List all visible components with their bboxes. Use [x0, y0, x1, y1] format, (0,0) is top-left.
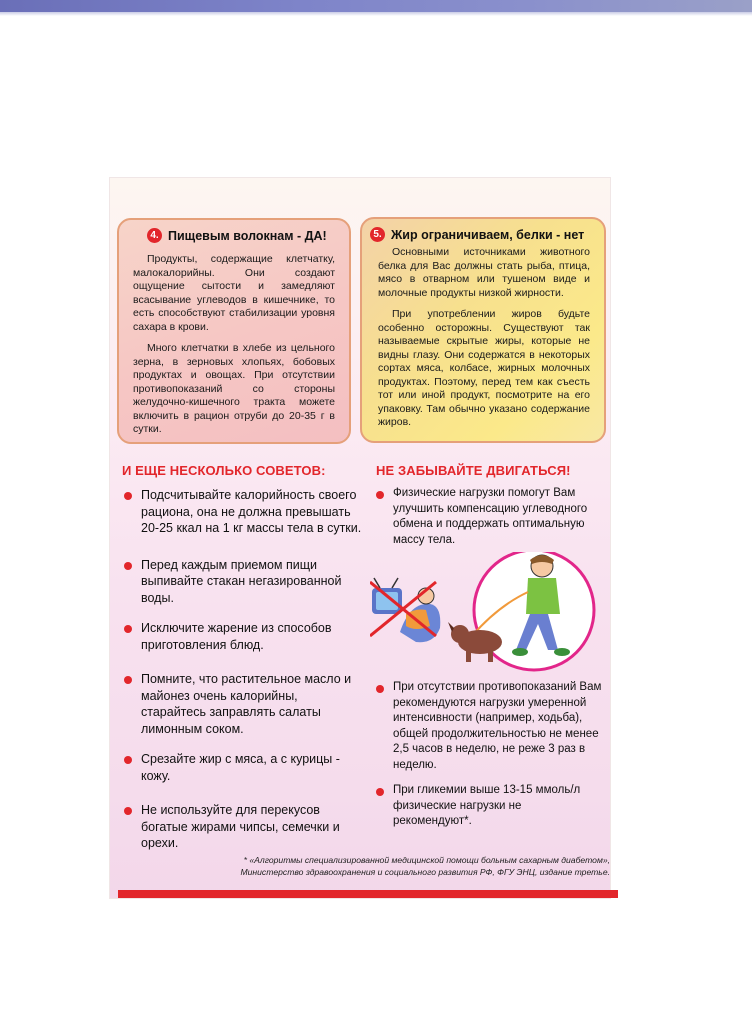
footnote — [120, 854, 610, 878]
fiber-box-header — [119, 220, 349, 247]
exercise-intro — [376, 486, 602, 558]
list-item: Срезайте жир с мяса, а с курицы - кожу. — [124, 751, 362, 784]
list-item: При отсутствии противопоказаний Вам рекомендуются нагрузки умеренной интенсивности (например, ходьба), общей продолжительностью не менее 2,5 часов в неделю, не реже 3 раз в неделю. — [376, 680, 602, 773]
fiber-paragraph: Много клетчатки в хлебе из цельного зерна, в зерновых хлопьях, бобовых продуктах и овощах. При отсутствии противопоказаний со стороны желудочно-кишечного тракта можете включить в рацион отруби до 20-35 г в сутки. — [133, 342, 335, 435]
scan-top-edge — [0, 0, 752, 12]
walking-man-dog-icon — [448, 552, 594, 670]
fat-box-title: Жир ограничиваем, белки - нет — [391, 227, 585, 242]
tips-list — [124, 487, 362, 866]
list-item: Не используйте для перекусов богатые жирами чипсы, семечки и орехи. — [124, 802, 362, 852]
list-item: Исключите жарение из способов приготовления блюд. — [124, 620, 362, 653]
list-item: Перед каждым приемом пищи выпивайте стакан негазированной воды. — [124, 557, 362, 607]
exercise-section-title: НЕ ЗАБЫВАЙТЕ ДВИГАТЬСЯ! — [376, 463, 571, 478]
fat-paragraph: При употреблении жиров будьте особенно осторожны. Существуют так называемые скрытые жиры, которые не видны глазу. Они содержатся в некоторых сортах мяса, колбасе, жирных молочных продуктах. Поэтому, перед тем как съесть тот или иной продукт, посмотрите на его упаковку. Там обычно указано содержание жиров. — [378, 308, 590, 428]
number-badge-4: 4. — [147, 228, 162, 243]
fiber-paragraph: Продукты, содержащие клетчатку, малокалорийны. Они создают ощущение сытости и замедляют всасывание углеводов в кишечнике, то есть способствуют стабилизации уровня сахара в крови. — [133, 253, 335, 333]
fiber-info-box — [117, 218, 351, 444]
tips-section-title: И ЕЩЕ НЕСКОЛЬКО СОВЕТОВ: — [122, 463, 326, 478]
fiber-box-title: Пищевым волокнам - ДА! — [168, 228, 327, 243]
fiber-box-body — [119, 247, 349, 437]
fat-box-body — [362, 246, 604, 430]
list-item: Помните, что растительное масло и майонез очень калорийны, старайтесь заправлять салаты лимонным соком. — [124, 671, 362, 737]
leaflet-bottom-stripe — [118, 890, 618, 898]
number-badge-5: 5. — [370, 227, 385, 242]
fat-paragraph: Основными источниками животного белка для Вас должны стать рыба, птица, мясо в отварном или тушеном виде и молочные продукты низкой жирности. — [378, 246, 590, 299]
exercise-recommendations — [376, 680, 602, 840]
footnote-line: * «Алгоритмы специализированной медицинской помощи больным сахарным диабетом», — [243, 855, 610, 865]
tv-couch-icon — [370, 578, 440, 642]
list-item: Физические нагрузки помогут Вам улучшить компенсацию углеводного обмена и поддержать оптимальную массу тела. — [376, 486, 602, 548]
list-item: Подсчитывайте калорийность своего рациона, она не должна превышать 20-25 ккал на 1 кг массы тела в сутки. — [124, 487, 362, 537]
footnote-line: Министерство здравоохранения и социального развития РФ, ФГУ ЭНЦ, издание третье. — [240, 867, 610, 877]
scan-top-shadow — [0, 12, 752, 16]
list-item: При гликемии выше 13-15 ммоль/л физические нагрузки не рекомендуют*. — [376, 783, 602, 830]
fat-box-header — [362, 219, 604, 246]
exercise-illustration — [370, 552, 602, 672]
fat-protein-info-box — [360, 217, 606, 443]
